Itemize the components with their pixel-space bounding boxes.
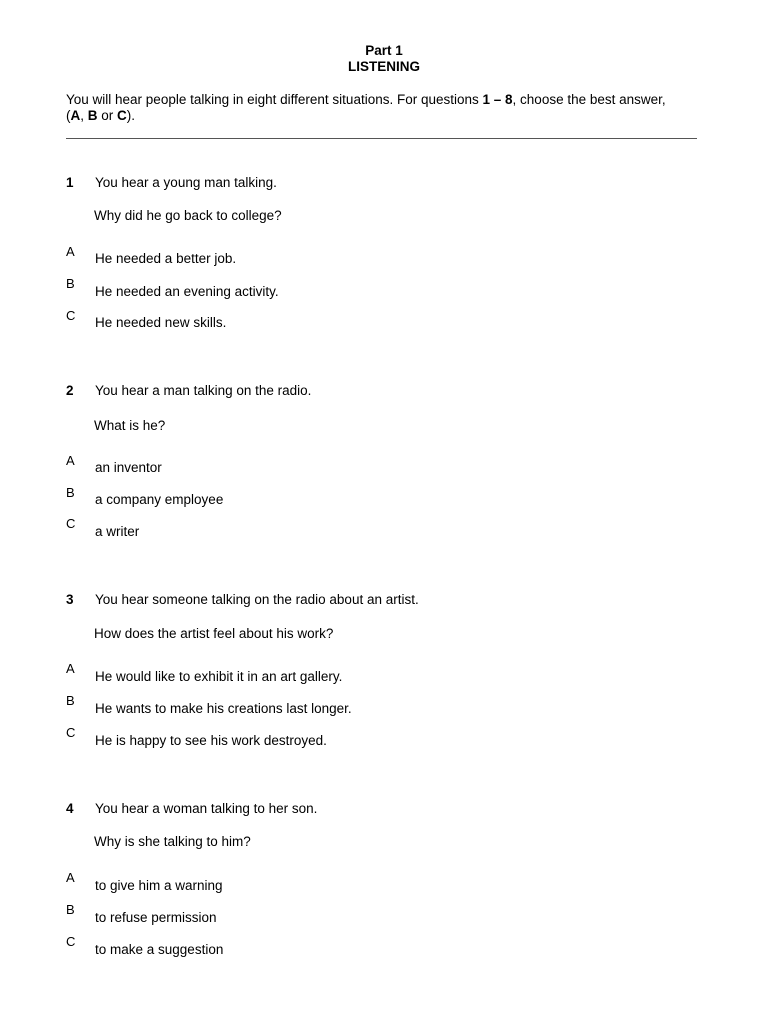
option-text-a[interactable]: to give him a warning	[95, 878, 223, 893]
question-prompt: You hear someone talking on the radio about an artist.	[95, 592, 419, 607]
option-text-a[interactable]: an inventor	[95, 460, 162, 475]
instructions-text-end: , choose the best answer,	[512, 92, 666, 107]
option-text-b[interactable]: to refuse permission	[95, 910, 217, 925]
question-text: Why is she talking to him?	[94, 834, 251, 849]
option-c-label: C	[117, 108, 127, 123]
question-3	[0, 592, 768, 792]
question-text: How does the artist feel about his work?	[94, 626, 334, 641]
question-number: 4	[66, 801, 74, 816]
question-text: Why did he go back to college?	[94, 208, 282, 223]
question-text: What is he?	[94, 418, 166, 433]
option-letter-a: A	[66, 453, 75, 468]
question-4	[0, 801, 768, 1001]
option-letter-a: A	[66, 870, 75, 885]
option-text-c[interactable]: He is happy to see his work destroyed.	[95, 733, 327, 748]
question-prompt: You hear a young man talking.	[95, 175, 277, 190]
option-letter-a: A	[66, 244, 75, 259]
option-text-a[interactable]: He needed a better job.	[95, 251, 237, 266]
option-text-b[interactable]: a company employee	[95, 492, 224, 507]
separator: ,	[80, 108, 88, 123]
option-text-c[interactable]: a writer	[95, 524, 140, 539]
option-a-label: A	[70, 108, 81, 123]
option-letter-b: B	[66, 902, 75, 917]
option-text-b[interactable]: He wants to make his creations last longer.	[95, 701, 352, 716]
option-text-b[interactable]: He needed an evening activity.	[95, 284, 279, 299]
option-text-a[interactable]: He would like to exhibit it in an art gallery.	[95, 669, 343, 684]
part-title: Part 1	[365, 43, 403, 58]
paren-close: ).	[126, 108, 136, 123]
question-1	[0, 175, 768, 375]
question-number: 3	[66, 592, 74, 607]
separator-or: or	[97, 108, 118, 123]
option-letter-c: C	[66, 934, 76, 949]
question-number: 1	[66, 175, 74, 190]
instructions-text: You will hear people talking in eight different situations. For questions	[66, 92, 483, 107]
option-letter-b: B	[66, 693, 75, 708]
option-letter-b: B	[66, 485, 75, 500]
question-range: 1 – 8	[482, 92, 513, 107]
section-title: LISTENING	[347, 59, 420, 74]
paren-open: (	[66, 108, 71, 123]
question-2	[0, 383, 768, 583]
divider	[66, 138, 697, 139]
option-letter-a: A	[66, 661, 75, 676]
option-text-c[interactable]: He needed new skills.	[95, 315, 227, 330]
instructions	[66, 92, 716, 124]
page-header	[0, 43, 768, 75]
option-text-c[interactable]: to make a suggestion	[95, 942, 224, 957]
question-prompt: You hear a woman talking to her son.	[95, 801, 318, 816]
option-b-label: B	[87, 108, 98, 123]
option-letter-c: C	[66, 516, 76, 531]
option-letter-b: B	[66, 276, 75, 291]
question-number: 2	[66, 383, 74, 398]
option-letter-c: C	[66, 308, 76, 323]
option-letter-c: C	[66, 725, 76, 740]
question-prompt: You hear a man talking on the radio.	[95, 383, 312, 398]
